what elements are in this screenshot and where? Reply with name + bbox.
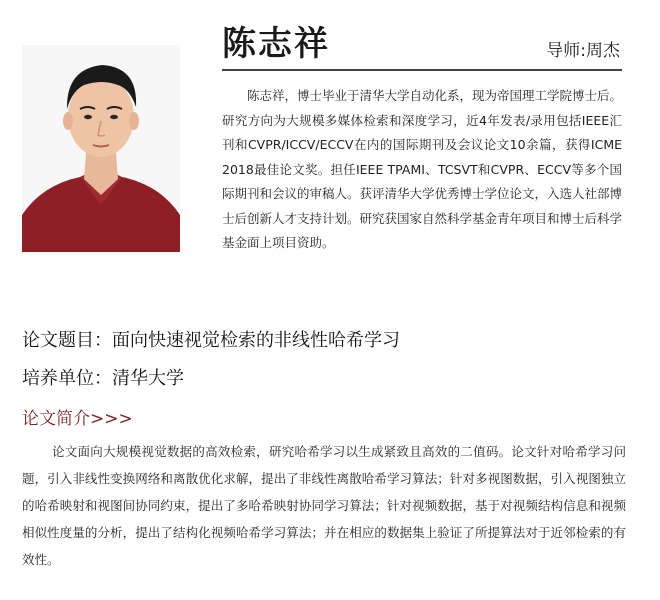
abstract-heading-link[interactable]: 论文简介>>> [22, 409, 133, 429]
biography-paragraph: 陈志祥，博士毕业于清华大学自动化系，现为帝国理工学院博士后。研究方向为大规模多媒体检索和深度学习，近4年发表/录用包括IEEE汇刊和CVPR/ICCV/ECCV在内的国际期刊及会议论文10余篇，获得ICME 2018最佳论文奖。担任IEEE TPAMI、TCSVT和CVPR、ECCV等多个国际期刊和会议的审稿人。获评清华大学优秀博士学位论文，入选人社部博士后创新人才支持计划。研究获国家自然科学基金青年项目和博士后科学基金面上项目资助。 [222, 88, 623, 250]
thesis-title: 论文题目：面向快速视觉检索的非线性哈希学习 [22, 330, 400, 351]
advisor-label: 导师:周杰 [546, 41, 620, 61]
person-name: 陈志祥 [222, 24, 330, 64]
portrait-photo [22, 45, 180, 252]
abstract-paragraph: 论文面向大规模视觉数据的高效检索，研究哈希学习以生成紧致且高效的二值码。论文针对哈希学习问题，引入非线性变换网络和离散优化求解，提出了非线性离散哈希学习算法；针对多视图数据，引入视图独立的哈希映射和视图间协同约束，提出了多哈希映射协同学习算法；针对视频数据，基于对视频结构信息和视频相似性度量的分析，提出了结构化视频哈希学习算法；并在相应的数据集上验证了所提算法对于近邻检索的有效性。 [22, 444, 626, 567]
training-unit: 培养单位：清华大学 [22, 368, 184, 389]
portrait-illustration [22, 45, 180, 252]
header-divider [222, 69, 622, 71]
